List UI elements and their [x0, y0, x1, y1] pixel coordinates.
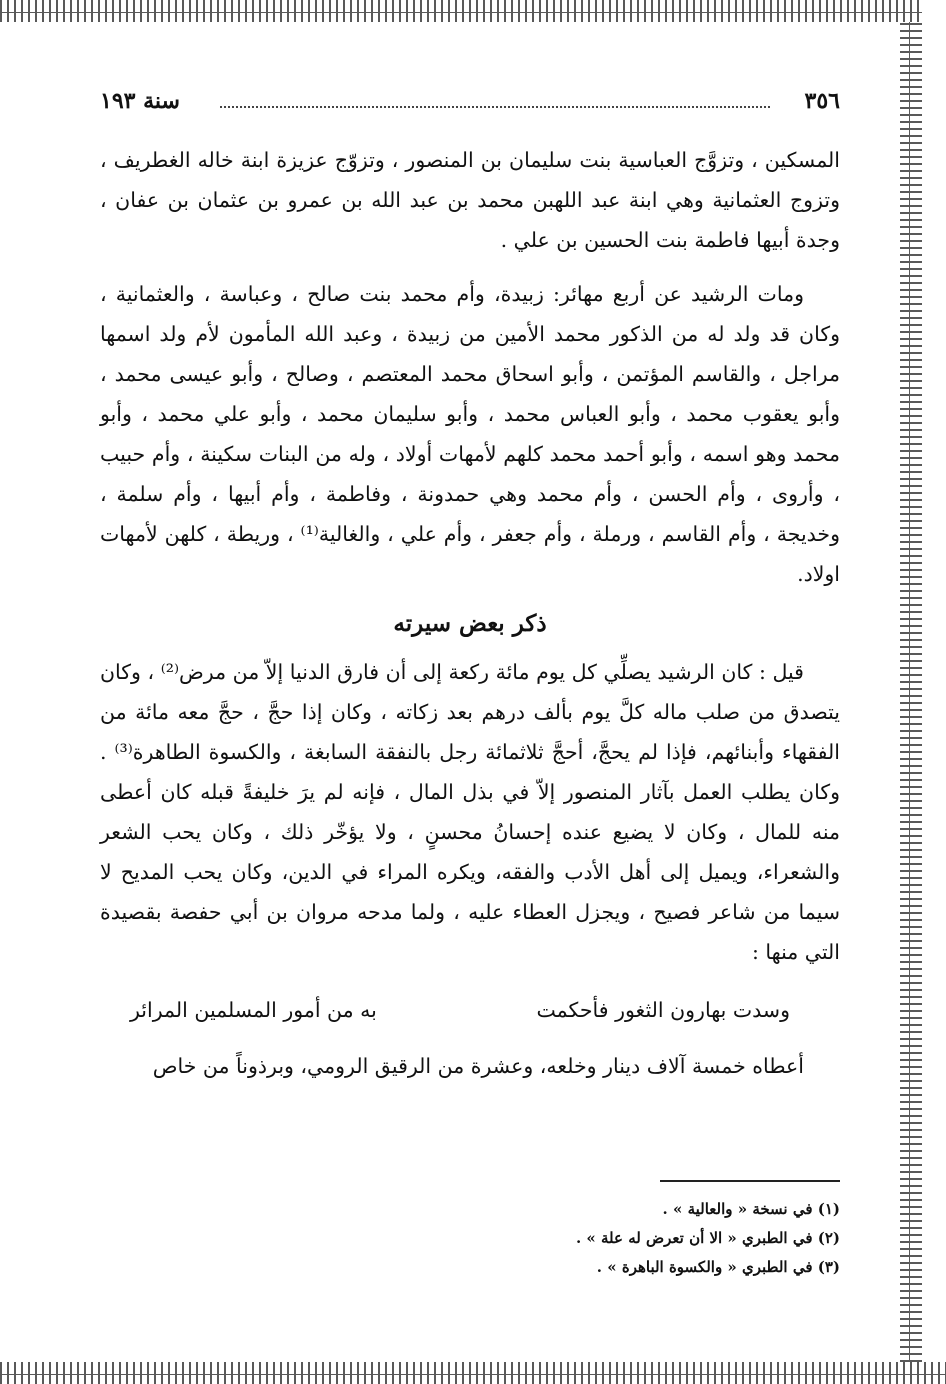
page-margin-right	[922, 0, 946, 1384]
verse-second-hemistich: به من أمور المسلمين المرائر	[130, 998, 377, 1022]
main-text	[100, 140, 840, 1086]
footnote-2: (٢) في الطبري « الا أن تعرض له علة » .	[575, 1229, 840, 1247]
paragraph-1: المسكين ، وتزوَّج العباسية بنت سليمان بن المنصور ، وتزوّج عزيزة ابنة خاله الغطريف ، وتزوج العثمانية وهي ابنة عبد اللهبن محمد بن عبد الله بن عمرو بن عثمان بن عفان ، وجدة أبيها فاطمة بنت الحسين بن علي .	[100, 148, 840, 252]
paragraph-3: قيل : كان الرشيد يصلِّي كل يوم مائة ركعة إلى أن فارق الدنيا إلاّ من مرض⁽²⁾ ، وكان يتصدق من صلب ماله كلَّ يوم بألف درهم بعد زكاته ، وكان إذا حجَّ ، حجَّ معه مائة من الفقهاء وأبنائهم، فإذا لم يحجَّ، أحجَّ ثلاثمائة رجل بالنفقة السابغة ، والكسوة الطاهرة⁽³⁾ . وكان يطلب العمل بآثار المنصور إلاّ في بذل المال ، فإنه لم يرَ خليفةً قبله كان أعطى منه للمال ، وكان لا يضيع عنده إحسانُ محسنٍ ، ولا يؤخّر ذلك ، وكان يحب الشعر والشعراء، ويميل إلى أهل الأدب والفقه، ويكره المراء في الدين، وكان يحب المديح لا سيما من شاعر فصيح ، ويجزل العطاء عليه ، ولما مدحه مروان بن أبي حفصة بقصيدة التي منها :	[100, 660, 840, 964]
paragraph-2: ومات الرشيد عن أربع مهائر: زبيدة، وأم محمد بنت صالح ، وعباسة ، والعثمانية ، وكان قد ولد له من الذكور محمد الأمين من زبيدة ، وعبد الله المأمون لأم ولد اسمها مراجل ، والقاسم المؤتمن ، وأبو اسحاق محمد المعتصم ، وصالح ، وأبو عيسى محمد ، وأبو يعقوب محمد ، وأبو العباس محمد ، وأبو سليمان محمد ، وأبو علي محمد ، وأبو محمد وهو اسمه ، وأبو أحمد محمد كلهم لأمهات أولاد ، وله من البنات سكينة ، وأم حبيب ، وأروى ، وأم الحسن ، وأم محمد وهي حمدونة ، وفاطمة ، وأم أبيها ، وأم سلمة ، وخديجة ، وأم القاسم ، ورملة ، وأم جعفر ، وأم علي ، والغالية⁽¹⁾ ، وريطة ، كلهن لأمهات اولاد.	[100, 282, 840, 586]
ornamental-border-right	[900, 22, 922, 1362]
ornamental-border-top	[0, 0, 946, 22]
year-label: سنة ١٩٣	[100, 88, 180, 114]
footnote-3: (٣) في الطبري « والكسوة الباهرة » .	[596, 1258, 840, 1276]
verse-first-hemistich: وسدت بهارون الثغور فأحكمت	[536, 998, 790, 1022]
header-dotted-leader	[220, 106, 770, 108]
section-heading: ذكر بعض سيرته	[393, 610, 547, 637]
ornamental-border-bottom	[0, 1362, 946, 1384]
page-number: ٣٥٦	[804, 88, 840, 114]
poetry-verse	[100, 990, 840, 1030]
running-header	[100, 88, 840, 122]
footnote-separator	[660, 1180, 840, 1182]
footnotes	[100, 1195, 840, 1282]
paragraph-4: أعطاه خمسة آلاف دينار وخلعه، وعشرة من الرقيق الرومي، وبرذوناً من خاص	[152, 1054, 804, 1078]
footnote-1: (١) في نسخة « والعالية » .	[662, 1200, 840, 1218]
